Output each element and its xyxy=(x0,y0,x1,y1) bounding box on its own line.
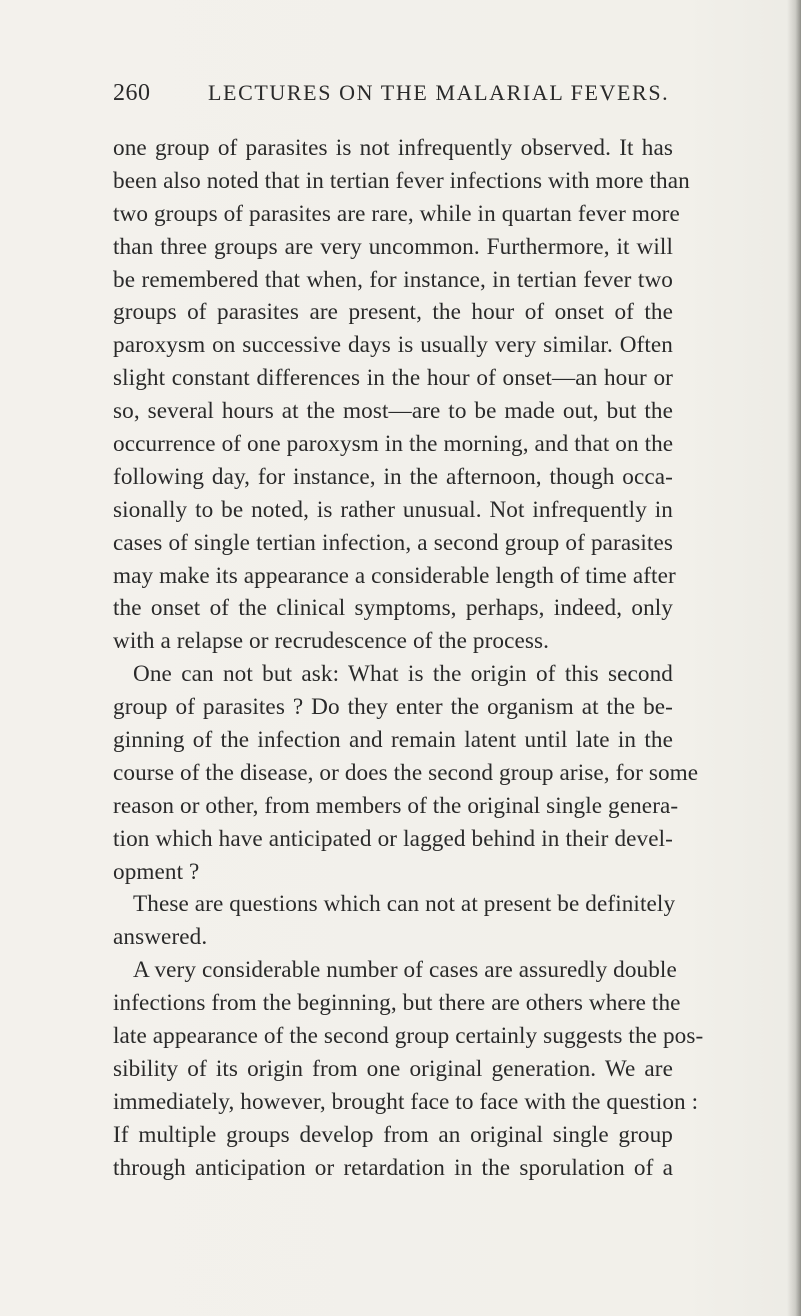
body-text xyxy=(113,132,704,1185)
text-line: late appearance of the second group certainly suggests the pos- xyxy=(113,1023,704,1050)
text-line: sionally to be noted, is rather unusual. Not infrequently in xyxy=(113,496,673,523)
text-line: cases of single tertian infection, a second group of parasites xyxy=(113,529,673,556)
text-line: than three groups are very uncommon. Furthermore, it will xyxy=(113,233,673,260)
text-line: infections from the beginning, but there are others where the xyxy=(113,990,681,1017)
text-line: If multiple groups develop from an original single group xyxy=(113,1121,673,1148)
text-line: tion which have anticipated or lagged behind in their devel- xyxy=(113,825,673,852)
text-line: two groups of parasites are rare, while in quartan fever more xyxy=(113,200,680,227)
text-line: These are questions which can not at present be definitely xyxy=(133,891,676,918)
text-line: A very considerable number of cases are assuredly double xyxy=(133,957,677,984)
text-line: opment ? xyxy=(113,858,200,885)
text-line: course of the disease, or does the second group arise, for some xyxy=(113,759,699,786)
text-line: the onset of the clinical symptoms, perhaps, indeed, only xyxy=(113,595,673,622)
text-line: been also noted that in tertian fever infections with more than xyxy=(113,167,690,194)
text-line: through anticipation or retardation in the sporulation of a xyxy=(113,1154,673,1181)
text-line: reason or other, from members of the original single genera- xyxy=(113,792,679,819)
text-line: with a relapse or recrudescence of the process. xyxy=(113,628,550,655)
text-line: One can not but ask: What is the origin of this second xyxy=(133,661,673,688)
text-line: group of parasites ? Do they enter the organism at the be- xyxy=(113,694,673,721)
text-line: so, several hours at the most—are to be made out, but the xyxy=(113,398,673,425)
text-line: one group of parasites is not infrequently observed. It has xyxy=(113,135,673,161)
text-line: be remembered that when, for instance, in tertian fever two xyxy=(113,266,673,293)
text-line: ginning of the infection and remain latent until late in the xyxy=(113,727,673,754)
text-line: answered. xyxy=(113,924,208,951)
text-line: groups of parasites are present, the hour of onset of the xyxy=(113,299,673,326)
text-line: occurrence of one paroxysm in the morning, and that on the xyxy=(113,431,674,458)
text-line: sibility of its origin from one original generation. We are xyxy=(113,1055,673,1082)
text-line: slight constant differences in the hour of onset—an hour or xyxy=(113,365,673,392)
page-number: 260 xyxy=(113,80,151,106)
text-line: following day, for instance, in the afternoon, though occa- xyxy=(113,463,673,490)
page-header xyxy=(113,80,670,116)
page-edge-shadow xyxy=(787,0,801,1316)
running-head: LECTURES ON THE MALARIAL FEVERS. xyxy=(208,80,670,105)
text-line: may make its appearance a considerable length of time after xyxy=(113,562,676,589)
text-line: immediately, however, brought face to face with the question : xyxy=(113,1088,699,1115)
text-line: paroxysm on successive days is usually very similar. Often xyxy=(113,332,673,359)
